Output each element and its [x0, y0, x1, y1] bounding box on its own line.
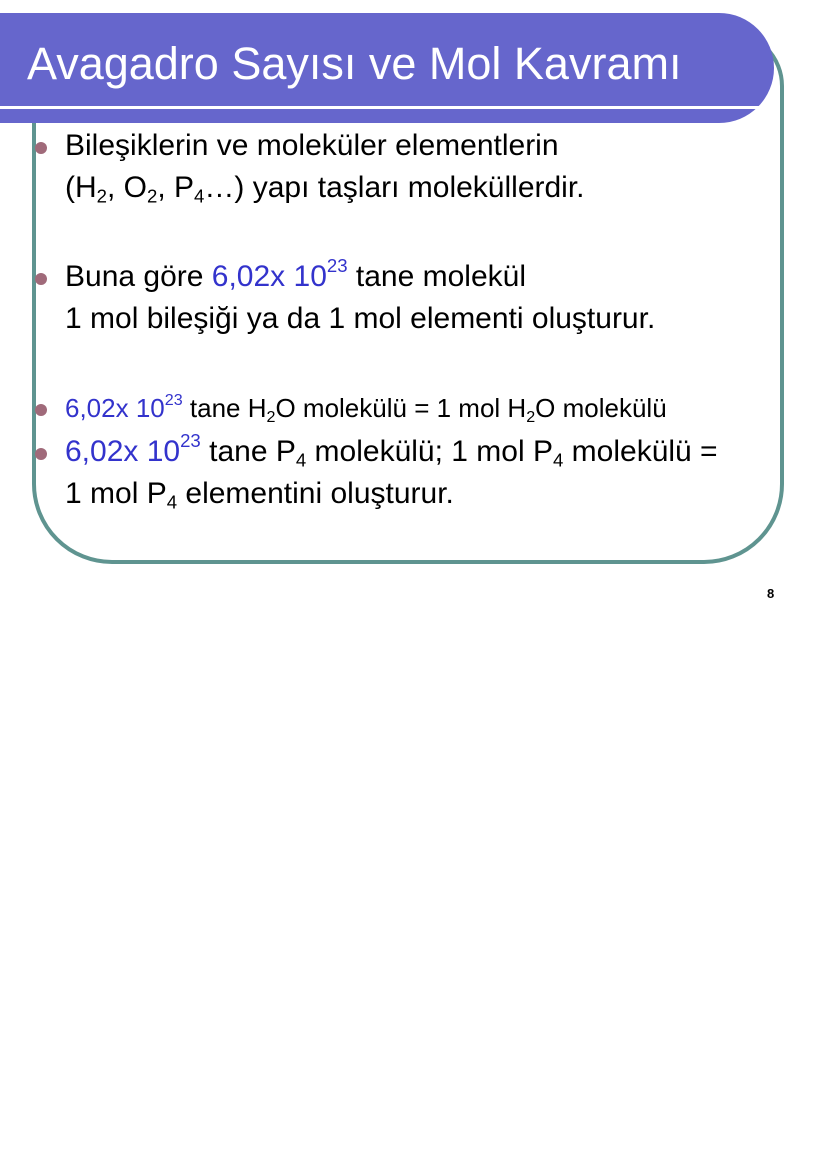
bullet-4-line-1: 6,02x $10^{23}$ tane $P_4$ molekülü; 1 mol $P_4$ molekülü =: [65, 430, 718, 471]
avogadro-number: 6,02x $10^{23}$: [65, 430, 201, 468]
bullet-3-line-1: 6,02x $10^{23}$ tane $H_2O$ molekülü = 1 mol $H_2O$ molekülü: [65, 390, 667, 426]
bullet-item-3: [65, 387, 667, 429]
bullet-item-1: [65, 125, 585, 209]
bullet-1-line-2: ($H_2$, $O_2$, $P_4\dots$) yapı taşları moleküllerdir.: [65, 171, 585, 207]
bullet-2-line-2: 1 mol bileşiği ya da 1 mol elementi oluşturur.: [65, 302, 656, 335]
bullet-4-line-2: 1 mol $P_4$ elementini oluşturur.: [65, 477, 454, 513]
avogadro-number: 6,02x $10^{23}$: [65, 390, 183, 423]
title-divider: [0, 106, 774, 109]
bullet-item-2: [65, 256, 655, 340]
avogadro-number: 6,02x $10^{23}$: [211, 255, 348, 293]
bullet-item-4: [65, 431, 718, 515]
bullet-1-line-1: Bileşiklerin ve moleküler elementlerin: [65, 129, 559, 162]
slide-title: Avagadro Sayısı ve Mol Kavramı: [27, 38, 682, 89]
page-number: 8: [767, 586, 775, 601]
bullet-2-line-1: Buna göre 6,02x $10^{23}$ tane molekül: [65, 255, 526, 293]
